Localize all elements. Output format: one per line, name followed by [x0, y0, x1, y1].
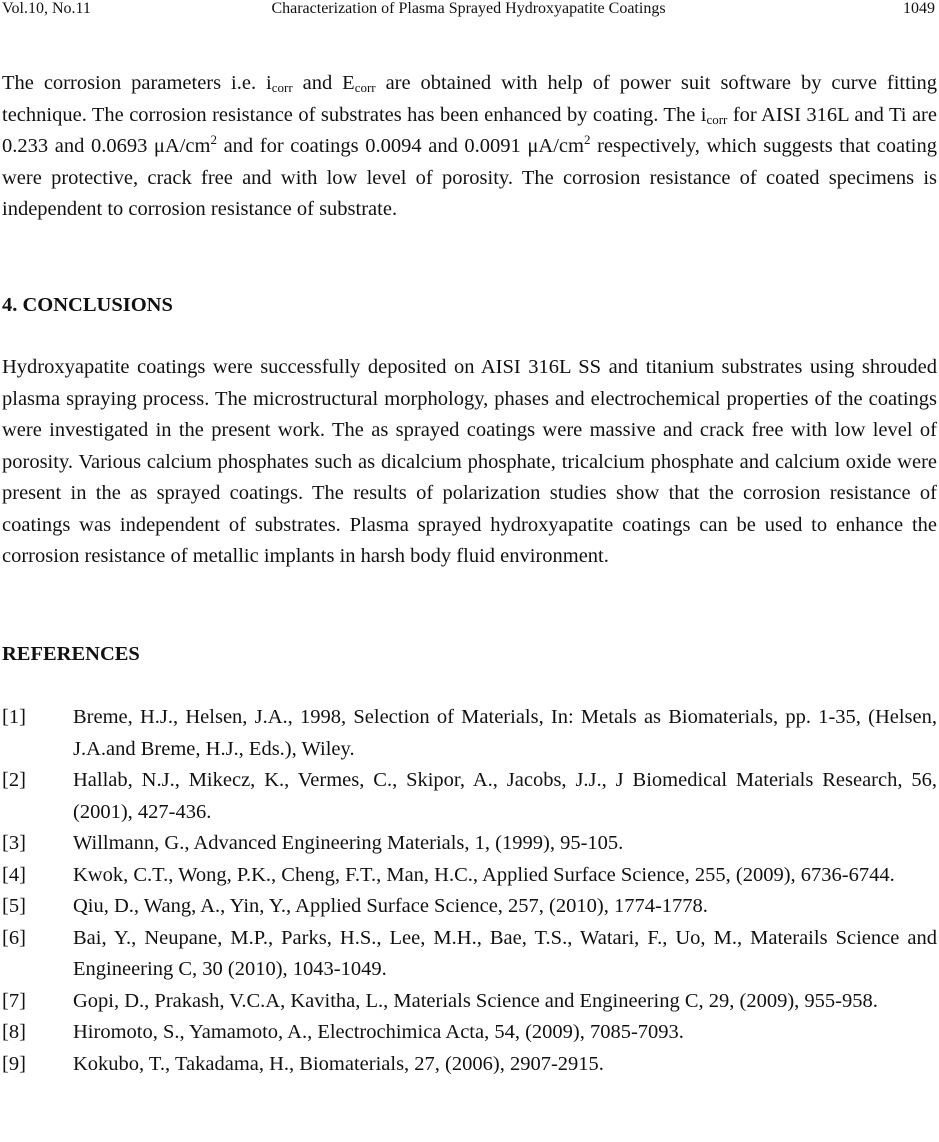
reference-number: [8] [2, 1021, 26, 1043]
subscript-corr: corr [706, 111, 728, 127]
reference-item [2, 986, 937, 1018]
superscript-2: 2 [583, 132, 591, 147]
subscript-corr: corr [354, 80, 376, 95]
reference-text: Kokubo, T., Takadama, H., Biomaterials, 27, (2006), 2907-2915. [73, 1052, 604, 1075]
reference-item [2, 765, 937, 828]
reference-list [2, 702, 937, 1080]
header-title: Characterization of Plasma Sprayed Hydroxyapatite Coatings [271, 0, 666, 17]
reference-item [2, 860, 937, 892]
reference-text: Bai, Y., Neupane, M.P., Parks, H.S., Lee, M.H., Bae, T.S., Watari, F., Uo, M., Materails Science and Engineering C, 30 (2010), 1043-1049. [73, 926, 937, 980]
reference-text: Breme, H.J., Helsen, J.A., 1998, Selection of Materials, In: Metals as Biomaterials, pp. 1-35, (Helsen, J.A.and Breme, H.J., Eds.), Wiley. [73, 706, 937, 760]
reference-number: [2] [2, 769, 26, 791]
reference-number: [6] [2, 926, 26, 949]
reference-number: [4] [2, 863, 26, 886]
text-run: are obtained with help of power suit software by curve fitting technique. The corrosion resistance of substrates has been enhanced by coating. The i [2, 72, 937, 126]
reference-item [2, 702, 937, 765]
superscript-2: 2 [210, 132, 217, 147]
reference-text: Hiromoto, S., Yamamoto, A., Electrochimica Acta, 54, (2009), 7085-7093. [73, 1021, 684, 1043]
reference-number: [5] [2, 895, 26, 917]
corrosion-paragraph [2, 68, 937, 226]
references-heading: REFERENCES [2, 643, 140, 665]
reference-number: [7] [2, 989, 26, 1012]
reference-item [2, 1017, 937, 1049]
reference-text: Qiu, D., Wang, A., Yin, Y., Applied Surface Science, 257, (2010), 1774-1778. [73, 895, 708, 917]
reference-number: [1] [2, 706, 26, 728]
text-run: The corrosion parameters i.e. i [2, 72, 272, 94]
reference-number: [3] [2, 832, 26, 854]
text-run: for AISI 316L and Ti are 0.233 and 0.0693 μA/cm [2, 103, 937, 157]
header-volume: Vol.10, No.11 [2, 0, 91, 17]
reference-item [2, 828, 937, 860]
reference-text: Kwok, C.T., Wong, P.K., Cheng, F.T., Man, H.C., Applied Surface Science, 255, (2009), 6736-6744. [73, 863, 895, 886]
reference-text: Willmann, G., Advanced Engineering Materials, 1, (1999), 95-105. [73, 832, 624, 854]
reference-item [2, 1049, 937, 1081]
reference-text: Hallab, N.J., Mikecz, K., Vermes, C., Skipor, A., Jacobs, J.J., J Biomedical Materials Research, 56, (2001), 427-436. [73, 769, 937, 823]
reference-text: Gopi, D., Prakash, V.C.A, Kavitha, L., Materials Science and Engineering C, 29, (2009), 955-958. [73, 989, 878, 1012]
conclusions-paragraph: Hydroxyapatite coatings were successfully deposited on AISI 316L SS and titanium substrates using shrouded plasma spraying process. The microstructural morphology, phases and electrochemical properties of the coatings were investigated in the present work. The as sprayed coatings were massive and crack free with low level of porosity. Various calcium phosphates such as dicalcium phosphate, tricalcium phosphate and calcium oxide were present in the as sprayed coatings. The results of polarization studies show that the corrosion resistance of coatings was independent of substrates. Plasma sprayed hydroxyapatite coatings can be used to enhance the corrosion resistance of metallic implants in harsh body fluid environment. [2, 356, 937, 567]
conclusions-heading: 4. CONCLUSIONS [2, 294, 173, 316]
text-run: and E [292, 72, 355, 94]
text-run: respectively, which suggests that coating were protective, crack free and with low level of porosity. The corrosion resistance of coated specimens is independent to corrosion resistance of substrate. [2, 135, 937, 220]
text-run: and for coatings 0.0094 and 0.0091 μA/cm [216, 135, 584, 157]
header-page-number: 1049 [903, 0, 935, 17]
reference-item [2, 923, 937, 986]
subscript-corr: corr [271, 80, 293, 95]
reference-number: [9] [2, 1052, 26, 1075]
reference-item [2, 891, 937, 923]
running-header [2, 0, 935, 22]
